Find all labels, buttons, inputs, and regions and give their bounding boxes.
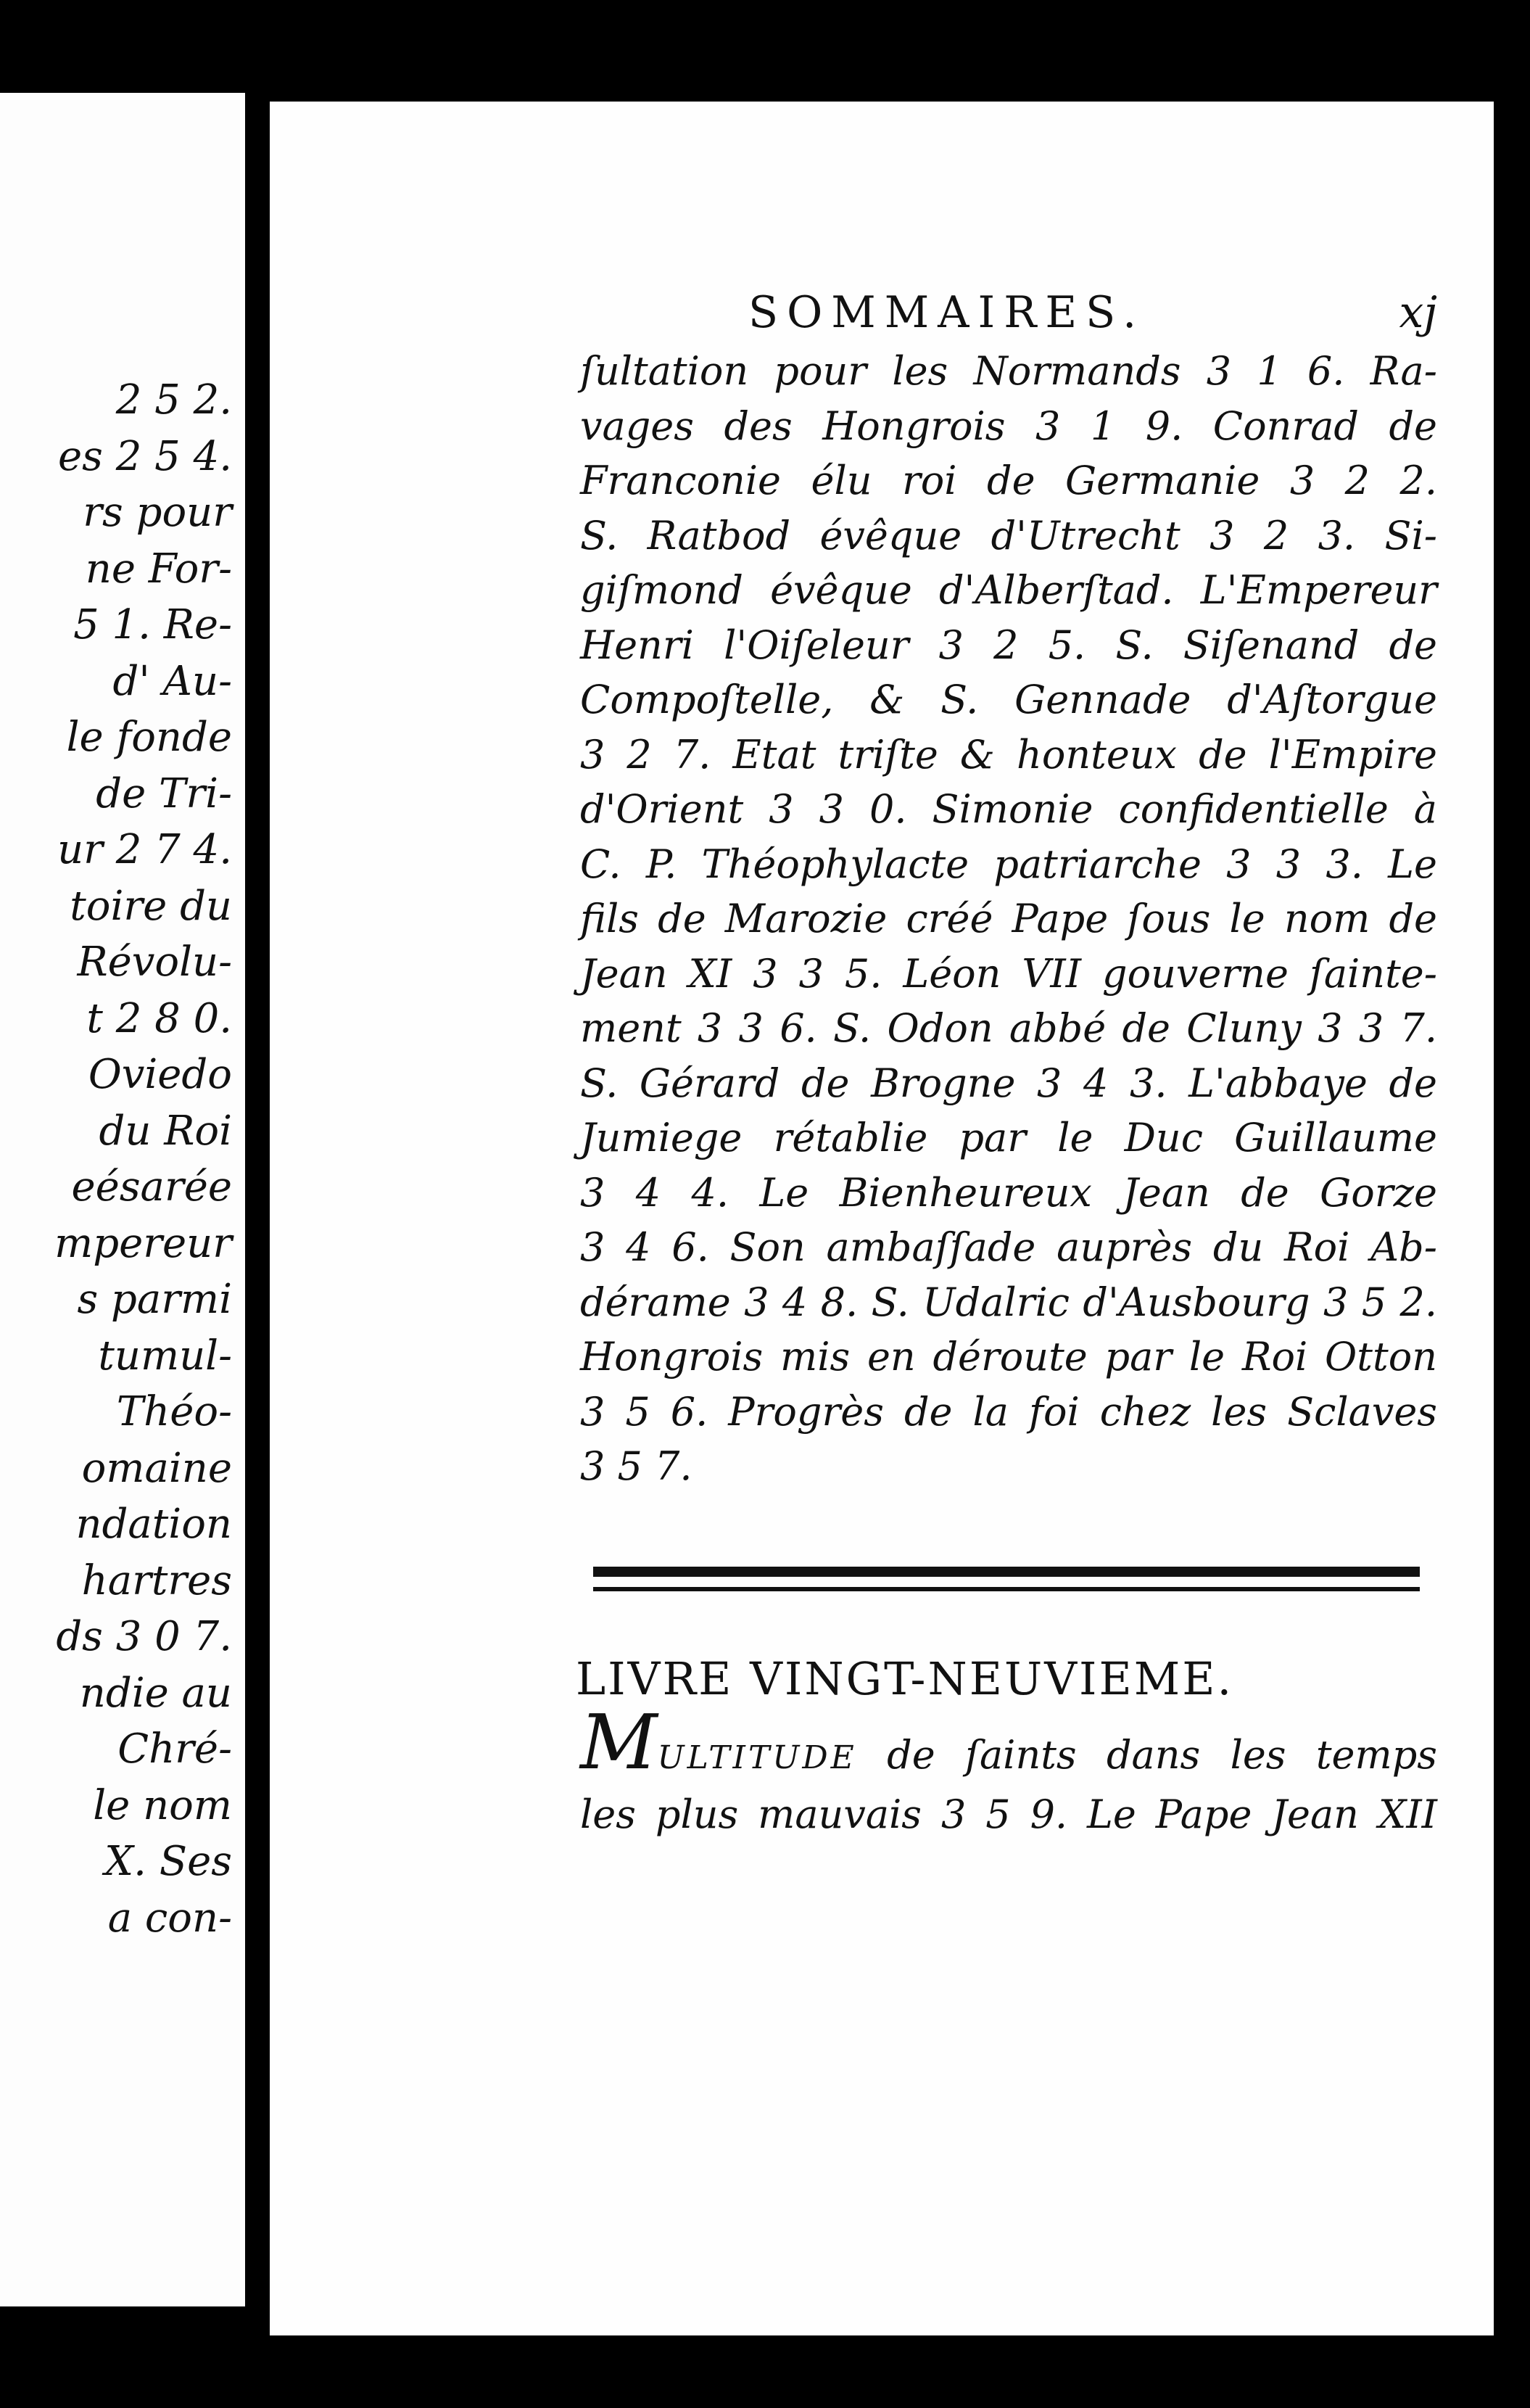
book-intro-text <box>580 1697 1437 1843</box>
previous-page-text <box>54 372 232 1946</box>
previous-page-line: le nom <box>93 1781 232 1829</box>
summary-text <box>580 344 1437 1494</box>
book-heading: LIVRE VINGT-NEUVIEME. <box>576 1652 1234 1705</box>
previous-page-line: eésarée <box>71 1163 232 1211</box>
previous-page-line: ur 2 7 4. <box>57 826 232 873</box>
previous-page-line: le fonde <box>66 714 232 761</box>
summary-line: 3 2 7. Etat triſte & honteux de l'Empire <box>580 731 1437 778</box>
previous-page-line: 5 1. Re- <box>73 601 232 648</box>
previous-page-line: rs pour <box>83 489 232 536</box>
summary-line: dérame 3 4 8. S. Udalric d'Ausbourg 3 5 2. <box>580 1279 1437 1325</box>
dropcap-continuation: ULTITUDE <box>657 1739 857 1776</box>
previous-page-line: omaine <box>81 1444 232 1492</box>
previous-page-line: hartres <box>81 1556 232 1604</box>
divider-thick-rule <box>593 1567 1420 1577</box>
previous-page-edge <box>0 93 245 2306</box>
summary-line: S. Gérard de Brogne 3 4 3. L'abbaye de <box>580 1060 1437 1106</box>
previous-page-line: tumul- <box>98 1332 232 1380</box>
previous-page-line: Théo- <box>116 1388 232 1435</box>
book-intro-line <box>580 1697 1437 1786</box>
previous-page-line: ndation <box>75 1501 232 1548</box>
summary-line: S. Ratbod évêque d'Utrecht 3 2 3. Si- <box>580 512 1437 558</box>
summary-line: ment 3 3 6. S. Odon abbé de Cluny 3 3 7. <box>580 1005 1437 1051</box>
summary-line: Compoſtelle, & S. Gennade d'Aſtorgue <box>580 677 1437 722</box>
previous-page-line: d' Au- <box>112 657 232 705</box>
previous-page-line: Oviedo <box>88 1051 232 1098</box>
summary-line: giſmond évêque d'Alberſtad. L'Empereur <box>580 567 1437 613</box>
dropcap-letter: M <box>580 1697 658 1786</box>
previous-page-line: Chré- <box>117 1725 232 1773</box>
page-number: xj <box>1399 287 1437 338</box>
summary-line: 3 5 6. Progrès de la foi chez les Sclaves <box>580 1388 1437 1435</box>
summary-line: vages des Hongrois 3 1 9. Conrad de <box>580 403 1437 449</box>
book-intro-line: les plus mauvais 3 5 9. Le Pape Jean XII <box>580 1791 1437 1837</box>
current-page <box>270 102 1494 2335</box>
summary-line: 3 4 4. Le Bienheureux Jean de Gorze <box>580 1169 1437 1216</box>
running-header <box>580 281 1437 344</box>
previous-page-line: Révolu- <box>77 939 232 986</box>
summary-line: Jumiege rétablie par le Duc Guillaume <box>580 1115 1437 1160</box>
previous-page-line: ndie au <box>79 1669 232 1717</box>
previous-page-line: 2 5 2. <box>115 376 232 424</box>
summary-line: ſultation pour les Normands 3 1 6. Ra- <box>580 348 1437 394</box>
previous-page-line: s parmi <box>77 1276 232 1323</box>
summary-line: fils de Marozie créé Pape ſous le nom de <box>580 896 1437 941</box>
previous-page-line: toire du <box>70 882 232 930</box>
previous-page-line: du Roi <box>99 1107 232 1155</box>
previous-page-line: es 2 5 4. <box>58 432 232 480</box>
previous-page-line: ne For- <box>85 545 232 593</box>
section-divider <box>593 1567 1420 1600</box>
summary-line: Jean XI 3 3 5. Léon VII gouverne ſainte- <box>580 950 1437 997</box>
summary-line: Henri l'Oiſeleur 3 2 5. S. Siſenand de <box>580 622 1437 668</box>
previous-page-line: a con- <box>107 1894 232 1942</box>
previous-page-line: de Tri- <box>96 770 232 817</box>
running-title: SOMMAIRES. <box>748 287 1146 338</box>
summary-line: 3 4 6. Son ambaſſade auprès du Roi Ab- <box>580 1224 1437 1270</box>
summary-line: d'Orient 3 3 0. Simonie confidentielle à <box>580 786 1437 832</box>
page-content <box>576 281 1437 1843</box>
summary-line: 3 5 7. <box>580 1443 692 1489</box>
previous-page-line: X. Ses <box>104 1838 232 1885</box>
first-line-rest: de ſaints dans les temps <box>856 1731 1437 1778</box>
previous-page-line: t 2 8 0. <box>86 994 232 1042</box>
divider-thin-rule <box>593 1587 1420 1591</box>
summary-line: Franconie élu roi de Germanie 3 2 2. <box>580 458 1437 503</box>
summary-line: Hongrois mis en déroute par le Roi Otton <box>580 1334 1437 1380</box>
previous-page-line: ds 3 0 7. <box>56 1613 232 1660</box>
summary-line: C. P. Théophylacte patriarche 3 3 3. Le <box>580 841 1437 887</box>
previous-page-line: mpereur <box>54 1219 232 1267</box>
